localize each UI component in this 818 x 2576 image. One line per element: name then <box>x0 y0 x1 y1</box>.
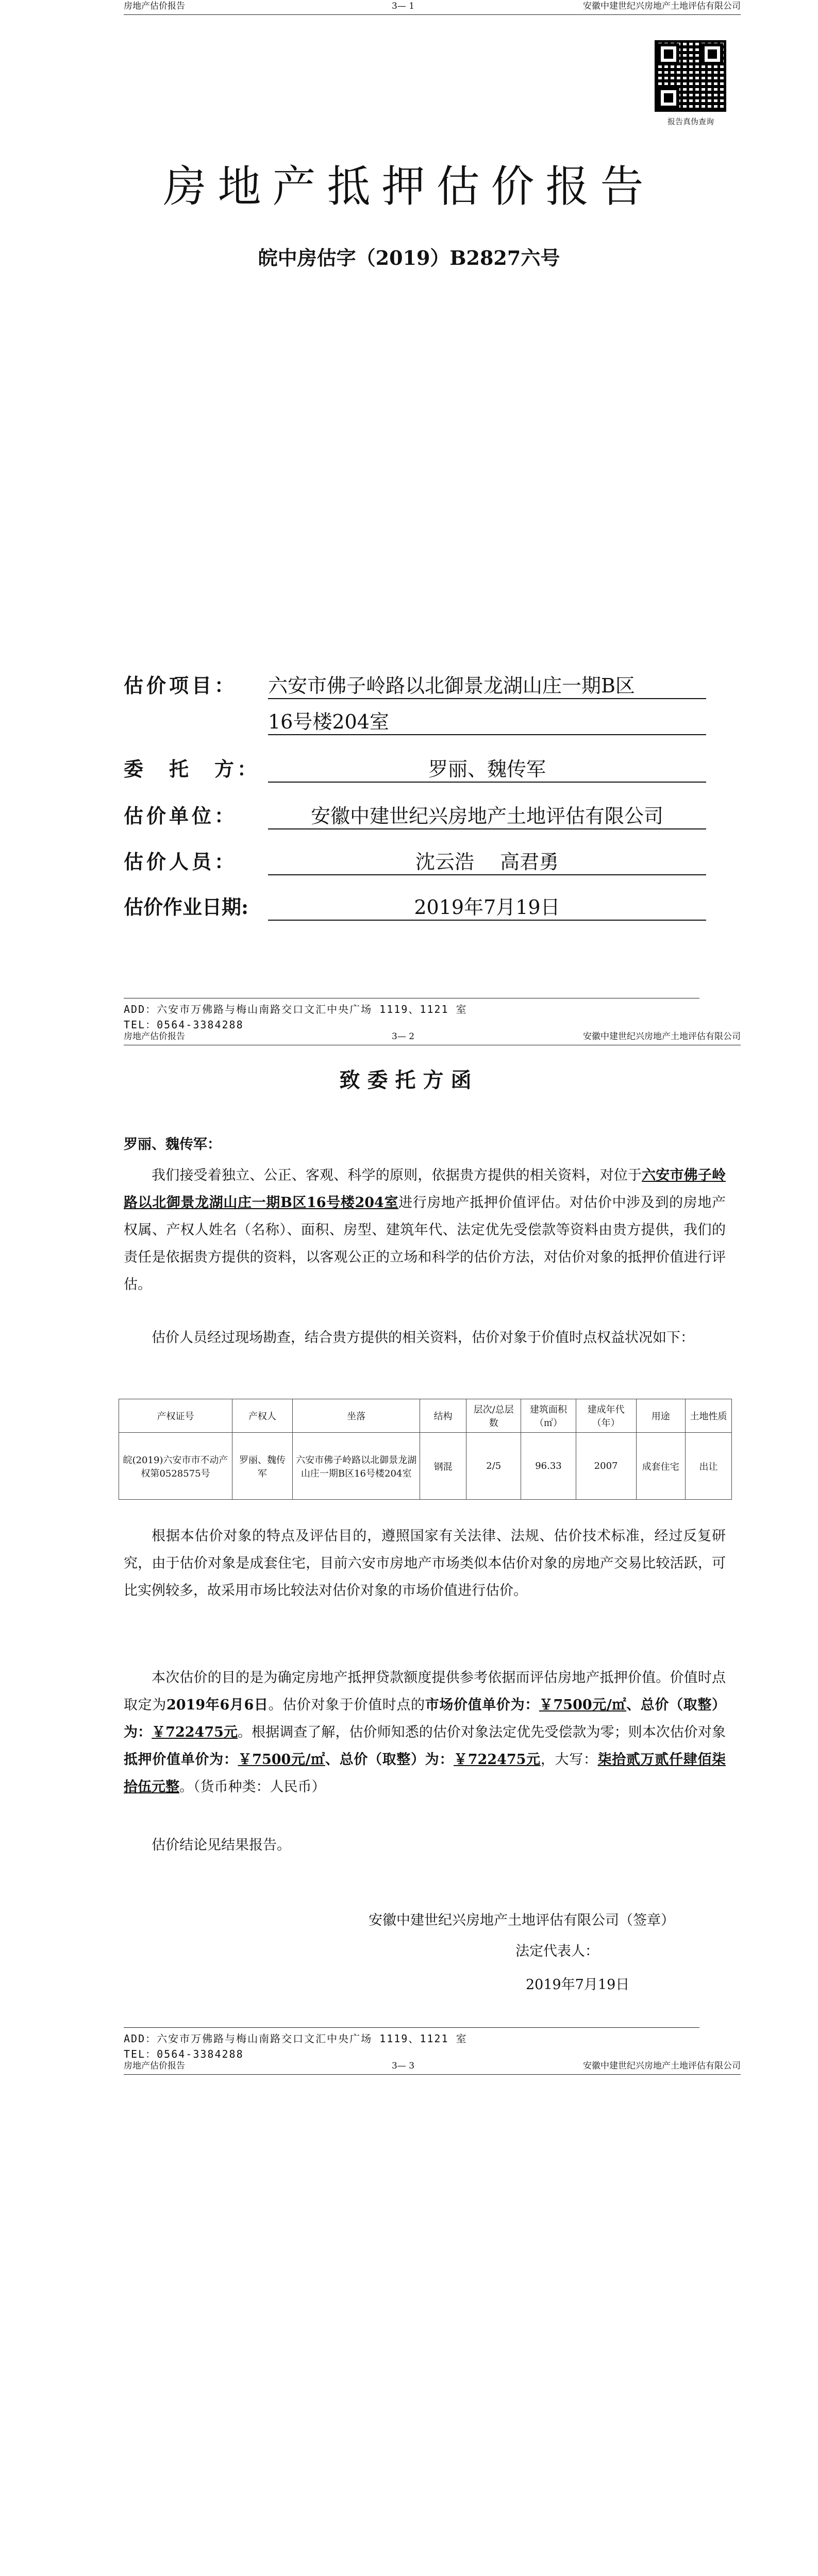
table-cell: 皖(2019)六安市市不动产权第0528575号 <box>119 1433 232 1500</box>
footer-address: ADD：六安市万佛路与梅山南路交口文汇中央广场 1119、1121 室 <box>124 1003 468 1015</box>
text: 本次估价的目的是为确定房地产抵押贷款额度提供参考依据而评估房地产抵押价值。价值时点取定为 <box>124 1670 726 1713</box>
legal-representative: 法定代表人： <box>515 1943 599 1959</box>
table-header: 建成年代（年） <box>576 1399 636 1433</box>
text: 。（货币种类：人民币） <box>179 1779 326 1795</box>
header-right: 安徽中建世纪兴房地产土地评估有限公司 <box>583 1031 741 1042</box>
field-label-appraiser-org: 估价单位： <box>124 804 238 827</box>
text: 、总价（取整）为： <box>124 1697 726 1740</box>
table-header: 坐落 <box>293 1399 420 1433</box>
qr-finder <box>658 87 679 109</box>
field-value-project-line2: 16号楼204室 <box>268 706 706 735</box>
amount-in-words: 柒拾贰万贰仟肆佰柒拾伍元整 <box>124 1752 726 1795</box>
letter-title: 致委托方函 <box>339 1068 479 1092</box>
letter-date: 2019年7月19日 <box>526 1977 630 1993</box>
table-header: 土地性质 <box>685 1399 731 1433</box>
letter-paragraph-2: 估价人员经过现场勘查，结合贵方提供的相关资料，估价对象于价值时点权益状况如下： <box>152 1330 694 1346</box>
table-header: 产权人 <box>232 1399 293 1433</box>
value-date: 2019年6月6日 <box>166 1697 269 1713</box>
document-number: 皖中房估字（2019）B2827六号 <box>258 246 560 269</box>
table-row <box>119 1433 732 1500</box>
letter-paragraph-4 <box>124 1664 726 1801</box>
mortgage-unit-price: ￥7500元/㎡ <box>238 1752 325 1768</box>
running-header <box>124 0 741 15</box>
market-value-label: 市场价值单价为： <box>425 1697 539 1713</box>
text: 。估价对象于价值时点的 <box>268 1697 425 1713</box>
table-cell: 2007 <box>576 1433 636 1500</box>
table-header: 产权证号 <box>119 1399 232 1433</box>
header-page-number: 3— 2 <box>392 1031 415 1042</box>
text: 、总价（取整）为： <box>325 1752 454 1768</box>
header-left: 房地产估价报告 <box>124 1 185 11</box>
field-label-date: 估价作业日期: <box>124 895 249 919</box>
table-cell: 出让 <box>685 1433 731 1500</box>
table-header: 层次/总层数 <box>466 1399 521 1433</box>
letter-salutation: 罗丽、魏传军： <box>124 1137 221 1153</box>
field-label-project: 估价项目： <box>124 674 238 697</box>
running-header <box>124 2060 741 2075</box>
letter-paragraph-1 <box>124 1162 726 1298</box>
text: 。根据调查了解，估价师知悉的估价对象法定优先受偿款为零；则本次估价对象 <box>238 1724 726 1740</box>
property-table <box>119 1399 732 1500</box>
property-address: 六安市佛子岭路以北御景龙湖山庄一期B区16号楼204室 <box>124 1167 726 1211</box>
table-header: 结构 <box>420 1399 466 1433</box>
mortgage-total-price: ￥722475元 <box>454 1752 541 1768</box>
table-cell: 2/5 <box>466 1433 521 1500</box>
header-page-number: 3— 3 <box>392 2061 415 2071</box>
qr-finder <box>702 43 723 65</box>
field-value-date: 2019年7月19日 <box>268 891 706 921</box>
table-cell: 钢混 <box>420 1433 466 1500</box>
qr-caption: 报告真伪查询 <box>667 117 714 126</box>
text: ，大写： <box>540 1752 598 1768</box>
table-cell: 六安市佛子岭路以北御景龙湖山庄一期B区16号楼204室 <box>293 1433 420 1500</box>
header-right: 安徽中建世纪兴房地产土地评估有限公司 <box>583 2061 741 2071</box>
header-left: 房地产估价报告 <box>124 2061 185 2071</box>
footer-tel: TEL：0564-3384288 <box>124 1019 244 1031</box>
letter-paragraph-3: 根据本估价对象的特点及评估目的，遵照国家有关法律、法规、估价技术标准，经过反复研究，由于估价对象是成套住宅，目前六安市房地产市场类似本估价对象的房地产交易比较活跃，可比实例较多，故采用市场比较法对估价对象的市场价值进行估价。 <box>124 1528 726 1599</box>
running-header <box>124 1030 741 1045</box>
table-cell: 罗丽、魏传军 <box>232 1433 293 1500</box>
qr-code[interactable] <box>655 40 726 112</box>
field-value-project: 六安市佛子岭路以北御景龙湖山庄一期B区 <box>268 670 706 699</box>
text: 进行房地产抵押价值评估。对估价中涉及到的房地产权属、产权人姓名（名称）、面积、房型、建筑年代、法定优先受偿款等资料由贵方提供，我们的责任是依据贵方提供的资料，以客观公正的立场和科学的估价方法，对估价对象的抵押价值进行评估。 <box>124 1195 726 1293</box>
footer-tel: TEL：0564-3384288 <box>124 2048 244 2060</box>
header-left: 房地产估价报告 <box>124 1031 185 1042</box>
footer-divider <box>124 2027 699 2028</box>
table-cell: 成套住宅 <box>636 1433 685 1500</box>
table-header-row <box>119 1399 732 1433</box>
market-total-price: ￥722475元 <box>152 1724 238 1740</box>
text: 我们接受着独立、公正、客观、科学的原则，依据贵方提供的相关资料，对位于 <box>152 1167 642 1183</box>
table-header: 用途 <box>636 1399 685 1433</box>
signer-company: 安徽中建世纪兴房地产土地评估有限公司（签章） <box>369 1912 675 1928</box>
footer-address: ADD：六安市万佛路与梅山南路交口文汇中央广场 1119、1121 室 <box>124 2032 468 2045</box>
table-header: 建筑面积（㎡） <box>521 1399 576 1433</box>
table-cell: 96.33 <box>521 1433 576 1500</box>
field-value-client: 罗丽、魏传军 <box>268 753 706 783</box>
header-page-number: 3— 1 <box>392 1 415 11</box>
mortgage-value-label: 抵押价值单价为： <box>124 1752 238 1768</box>
field-value-appraiser-org: 安徽中建世纪兴房地产土地评估有限公司 <box>268 800 706 829</box>
report-title: 房地产抵押估价报告 <box>163 161 655 212</box>
field-label-client: 委 托 方： <box>124 757 260 781</box>
field-value-appraisers: 沈云浩 高君勇 <box>268 846 706 875</box>
market-unit-price: ￥7500元/㎡ <box>539 1697 627 1713</box>
header-right: 安徽中建世纪兴房地产土地评估有限公司 <box>583 1 741 11</box>
qr-finder <box>658 43 679 65</box>
letter-paragraph-5: 估价结论见结果报告。 <box>152 1837 291 1853</box>
field-label-appraisers: 估价人员： <box>124 850 238 873</box>
